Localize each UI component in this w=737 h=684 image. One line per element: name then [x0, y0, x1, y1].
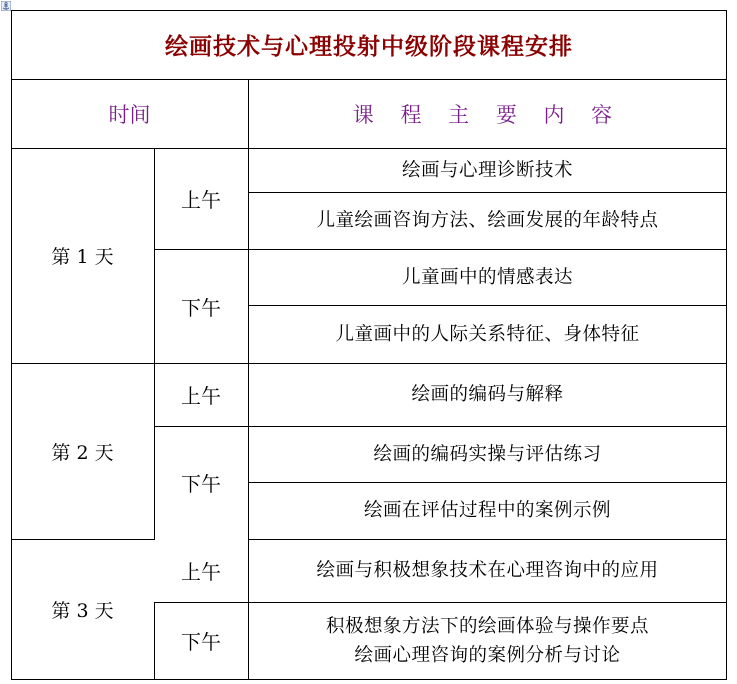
- anchor-icon: [1, 1, 11, 11]
- content-row: 绘画与心理诊断技术: [401, 159, 573, 181]
- content-row: 儿童画中的情感表达: [401, 266, 573, 288]
- day1-am-label: 上午: [181, 188, 221, 212]
- table-title: 绘画技术与心理投射中级阶段课程安排: [165, 33, 573, 60]
- day3-pm-label: 下午: [181, 630, 221, 654]
- content-row: 儿童绘画咨询方法、绘画发展的年龄特点: [316, 210, 659, 231]
- day1-pm-label: 下午: [181, 295, 221, 320]
- day-label-3: 第 3 天: [51, 599, 114, 622]
- content-row: 儿童画中的人际关系特征、身体特征: [335, 323, 640, 345]
- page-top-margin: [0, 0, 737, 10]
- content-row: 绘画与积极想象技术在心理咨询中的应用: [316, 560, 659, 581]
- content-cell-multiline: [248, 602, 727, 679]
- content-line: 绘画心理咨询的案例分析与讨论: [354, 644, 621, 666]
- border: [11, 679, 727, 680]
- schedule-table: [11, 10, 727, 680]
- header-content: 课 程 主 要 内 容: [352, 102, 623, 127]
- day-label-2: 第 2 天: [51, 441, 114, 464]
- content-row: 绘画的编码实操与评估练习: [373, 443, 602, 465]
- header-time: 时间: [108, 102, 151, 127]
- content-row: 绘画的编码与解释: [411, 384, 564, 405]
- day3-am-label: 上午: [181, 560, 221, 584]
- day2-pm-label: 下午: [181, 471, 221, 496]
- day2-am-label: 上午: [181, 384, 221, 408]
- content-row: 绘画在评估过程中的案例示例: [363, 500, 611, 521]
- day-label-1: 第 1 天: [51, 246, 114, 268]
- content-line: 积极想象方法下的绘画体验与操作要点: [325, 615, 649, 637]
